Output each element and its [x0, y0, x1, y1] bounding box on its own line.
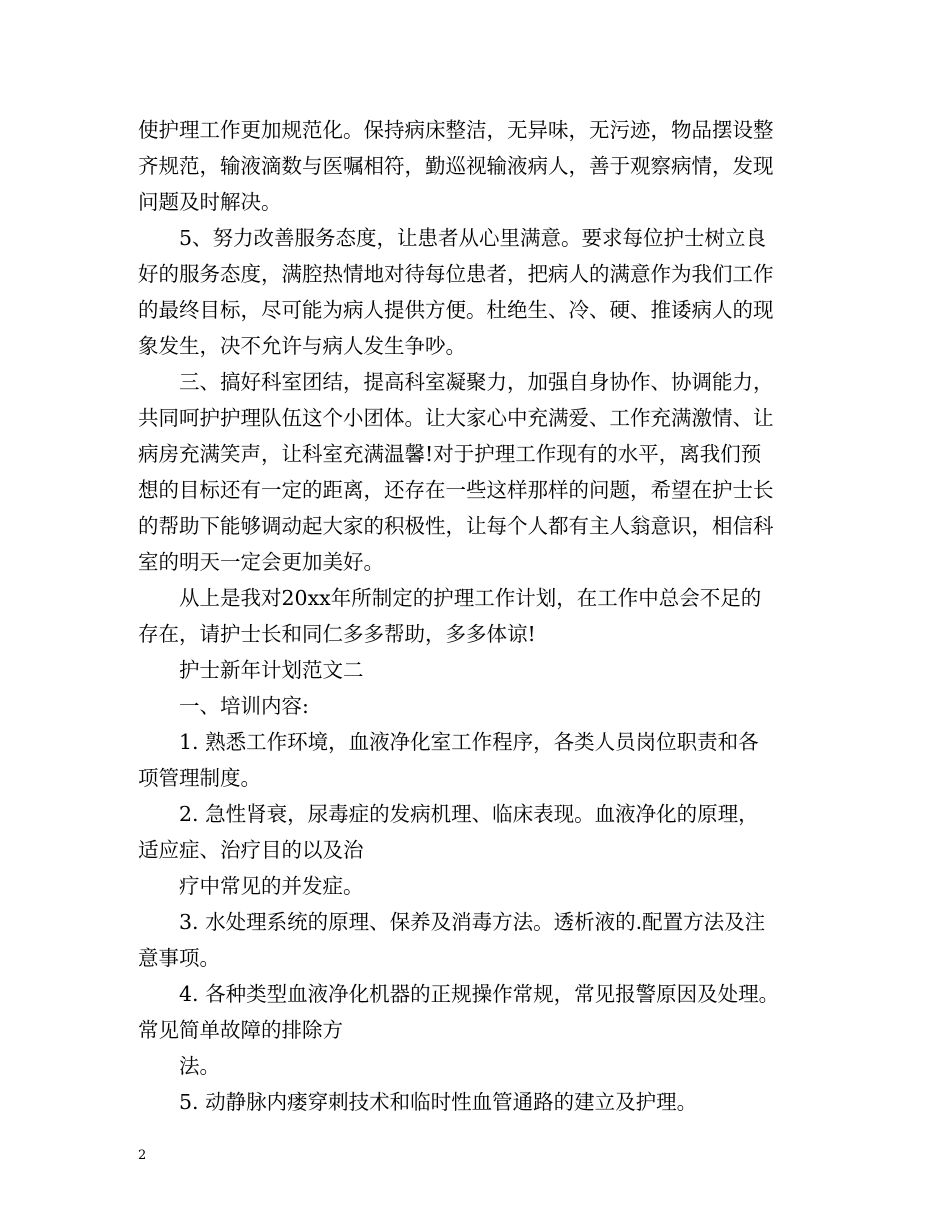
text-line: 一、培训内容:	[179, 694, 309, 718]
text-line: 齐规范，输液滴数与医嘱相符，勤巡视输液病人，善于观察病情，发现	[138, 154, 774, 178]
text-line: 室的明天一定会更加美好。	[138, 550, 384, 574]
text-line: 好的服务态度，满腔热情地对待每位患者，把病人的满意作为我们工作	[138, 262, 774, 286]
text-line: 项管理制度。	[138, 766, 261, 790]
text-line: 5、努力改善服务态度，让患者从心里满意。要求每位护士树立良	[179, 226, 767, 250]
text-line: 1. 熟悉工作环境，血液净化室工作程序，各类人员岗位职责和各	[179, 730, 759, 754]
text-line: 的帮助下能够调动起大家的积极性，让每个人都有主人翁意识，相信科	[138, 514, 774, 538]
text-line: 三、搞好科室团结，提高科室凝聚力，加强自身协作、协调能力，	[179, 370, 774, 394]
text-line: 护士新年计划范文二	[179, 658, 364, 682]
text-line: 病房充满笑声，让科室充满温馨!对于护理工作现有的水平，离我们预	[138, 442, 762, 466]
page-number: 2	[138, 1148, 147, 1163]
text-line: 3. 水处理系统的原理、保养及消毒方法。透析液的.配置方法及注	[179, 910, 766, 934]
text-line: 意事项。	[138, 946, 220, 970]
text-line: 4. 各种类型血液净化机器的正规操作常规，常见报警原因及处理。	[179, 982, 780, 1006]
text-line: 的最终目标，尽可能为病人提供方便。杜绝生、冷、硬、推诿病人的现	[138, 298, 774, 322]
text-line: 常见简单故障的排除方	[138, 1018, 343, 1042]
text-line: 5. 动静脉内瘘穿刺技术和临时性血管通路的建立及护理。	[179, 1090, 698, 1114]
text-line: 疗中常见的并发症。	[179, 874, 364, 898]
text-line: 从上是我对20xx年所制定的护理工作计划，在工作中总会不足的	[179, 586, 762, 610]
text-line: 使护理工作更加规范化。保持病床整洁，无异味，无污迹，物品摆设整	[138, 118, 774, 142]
text-line: 象发生，决不允许与病人发生争吵。	[138, 334, 466, 358]
document-body	[138, 112, 828, 1120]
text-line: 适应症、治疗目的以及治	[138, 838, 364, 862]
text-line: 想的目标还有一定的距离，还存在一些这样那样的问题，希望在护士长	[138, 478, 774, 502]
text-line: 法。	[179, 1054, 220, 1078]
text-line: 问题及时解决。	[138, 190, 282, 214]
text-line: 2. 急性肾衰，尿毒症的发病机理、临床表现。血液净化的原理，	[179, 802, 759, 826]
text-line: 共同呵护护理队伍这个小团体。让大家心中充满爱、工作充满激情、让	[138, 406, 774, 430]
text-line: 存在，请护士长和同仁多多帮助，多多体谅!	[138, 622, 536, 646]
